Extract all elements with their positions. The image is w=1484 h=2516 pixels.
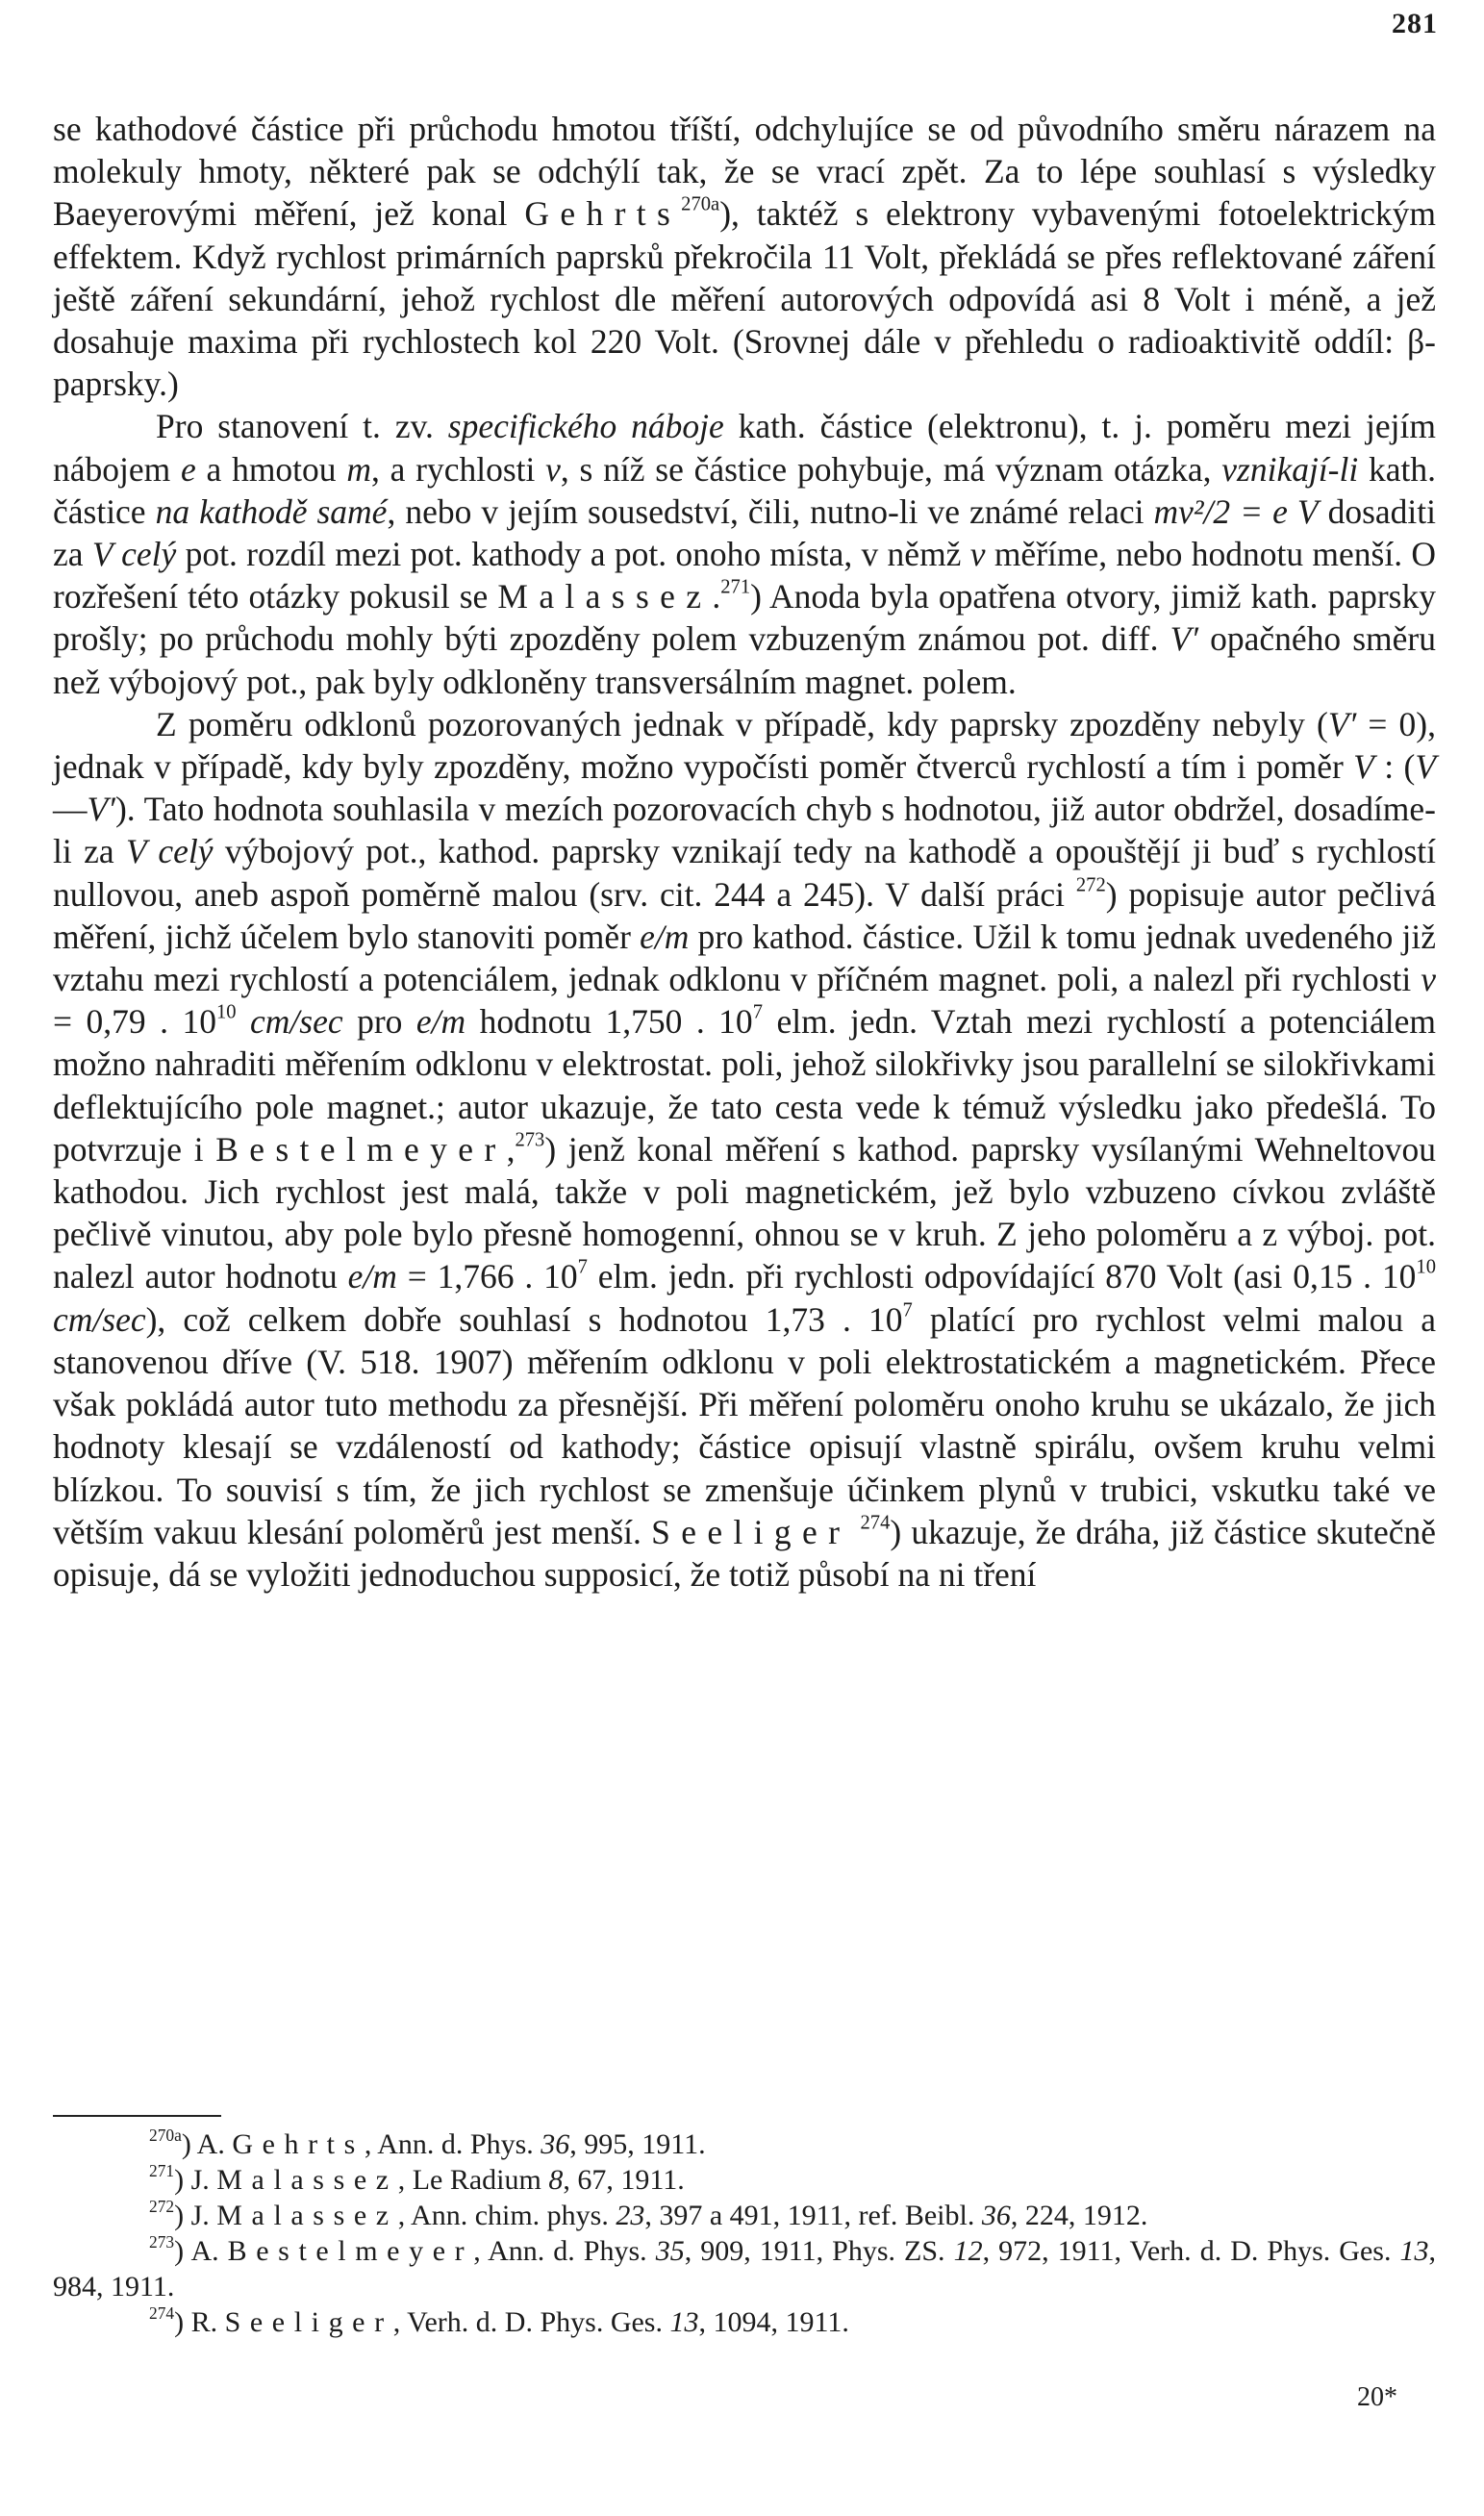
footnote-text: ) A.	[174, 2235, 228, 2267]
paragraph-text: ). Tato hodnota souhlasila v mezích pozorovacích chyb s hodnotou, již autor obdržel, dosadíme-li za	[53, 790, 1436, 871]
author-name: Malassez	[216, 2164, 398, 2196]
reference-number: 273	[149, 2231, 175, 2252]
footnote-text: , 224, 1912.	[1010, 2200, 1148, 2231]
footnote-text: ) J.	[174, 2200, 217, 2231]
reference-number: 272	[1075, 874, 1106, 896]
author-name: Seeliger	[651, 1512, 851, 1551]
paragraph-text: ,	[506, 1129, 516, 1169]
paragraph	[53, 108, 1436, 405]
reference-number: 271	[149, 2160, 175, 2180]
footnote-text: , Ann. chim. phys.	[397, 2200, 616, 2231]
paragraph-text: ), taktéž s elektrony vybavenými fotoelektrickým effektem. Když rychlost primárních paprsků překročila 11 Volt, překládá se přes reflektované záření ještě záření sekundární, jehož rychlost dle měření autorových odpovídá asi 8 Volt i méně, a jež dosahuje maxima při rychlostech kol 220 Volt. (Srovnej dále v přehledu o radioaktivitě oddíl: β-paprsky.)	[53, 194, 1436, 404]
paragraph-text: kath. částice (elektronu), t. j. poměru mezi jejím nábojem	[53, 407, 1436, 489]
reference-number: 271	[720, 576, 751, 598]
reference-number: 270a	[149, 2125, 182, 2145]
footnote-text: , Ann. d. Phys.	[364, 2128, 541, 2160]
italic-text: 13	[669, 2306, 699, 2338]
paragraph-text: pro	[342, 1002, 416, 1042]
paragraph-text: a hmotou	[195, 449, 347, 489]
italic-text: 36	[541, 2128, 570, 2160]
italic-text: 12	[953, 2235, 983, 2267]
author-name: Gehrts	[524, 194, 682, 234]
reference-number: 274	[149, 2302, 175, 2323]
paragraph-text: dosaditi za	[53, 491, 1436, 574]
paragraph-text: ) Anoda byla opatřena otvory, jimiž kath. paprsky prošly; po průchodu mohly býti zpozděny polem vzbuzeným známou pot. diff.	[53, 577, 1436, 659]
paragraph-text: = 1,766 . 10	[396, 1257, 578, 1296]
reference-number: 7	[577, 1257, 588, 1279]
author-name: Malassez	[497, 577, 713, 616]
paragraph-text: ) ukazuje, že dráha, již částice skutečně opisuje, dá se vyložiti jednoduchou supposicí, že totiž působí na ni tření	[53, 1512, 1436, 1594]
italic-text: v	[969, 535, 986, 574]
reference-number: 10	[215, 1001, 237, 1023]
paragraph-text: ), což celkem dobře souhlasí s hodnotou 1,73 . 10	[145, 1299, 903, 1339]
author-name: Seeliger	[224, 2306, 393, 2338]
paragraph-text: pro kathod. částice. Užil k tomu jednak uvedeného již vztahu mezi rychlostí a potenciálem, jednak odklonu v příčném magnet. poli, a nalezl při rychlosti	[53, 917, 1437, 999]
italic-text: 13	[1399, 2235, 1429, 2267]
italic-text: mv²/2 = e V	[1153, 491, 1319, 531]
italic-text: cm/sec	[53, 1299, 146, 1339]
paragraph-text: opačného směru než výbojový pot., pak byly odkloněny transversálním magnet. polem.	[53, 619, 1436, 701]
paragraph-text: ) jenž konal měření s kathod. paprsky vysílanými Wehneltovou kathodou. Jich rychlost jest malá, takže v poli magnetickém, jež bylo vzbuzeno cívkou zvláště pečlivě vinutou, aby pole bylo přesně homogenní, ohnou se v kruh. Z jeho poloměru a z výboj. pot. nalezl autor hodnotu	[53, 1129, 1436, 1296]
reference-number: 7	[752, 1001, 763, 1023]
footnote-text: , Ann. d. Phys.	[473, 2235, 656, 2267]
reference-number: 274	[860, 1512, 891, 1534]
paragraph-text: platící pro rychlost velmi malou a stanovenou dříve (V. 518. 1907) měřením odklonu v poli elektrostatickém a magnetickém. Přece však pokládá autor tuto methodu za přesnější. Při měření poloměru onoho kruhu se ukázalo, že jich hodnoty klesají se vzdáleností od kathody; částice opisují vlastně spirálu, ovšem kruhu velmi blízkou. To souvisí s tím, že jich rychlost se zmenšuje účinkem plynů v trubici, vskutku také ve větším vakuu klesání poloměrů jest menší.	[53, 1299, 1437, 1551]
paragraph-text: měříme, nebo hodnotu menší. O rozřešení této otázky pokusil se	[53, 535, 1437, 616]
footnote	[53, 2233, 1436, 2304]
italic-text: 35	[655, 2235, 685, 2267]
italic-text: e/m	[640, 917, 690, 956]
footnote-text: ) J.	[174, 2164, 217, 2196]
italic-text: V celý	[125, 832, 214, 871]
footnote-text: , 1094, 1911.	[698, 2306, 849, 2338]
reference-number: 7	[902, 1299, 913, 1321]
paragraph-text: ) popisuje autor pečlivá měření, jichž účelem bylo stanoviti poměr	[53, 874, 1436, 956]
paragraph-text: Z poměru odklonů pozorovaných jednak v případě, kdy paprsky zpozděny nebyly (	[156, 704, 1328, 743]
paragraph-text: se kathodové částice při průchodu hmotou tříští, odchylujíce se od původního směru nárazem na molekuly hmoty, některé pak se odchýlí tak, že se vrací zpět. Za to lépe souhlasí s výsledky Baeyerovými měření, jež konal	[53, 110, 1436, 234]
italic-text: 8	[548, 2164, 564, 2196]
italic-text: m	[346, 449, 371, 489]
paragraph-text: Pro stanovení t. zv.	[156, 407, 448, 446]
italic-text: e	[181, 449, 196, 489]
footnote	[53, 2198, 1436, 2233]
italic-text: na kathodě samé	[155, 491, 388, 531]
paragraph-text: —	[53, 790, 88, 829]
paragraph-text: , s níž se částice pohybuje, má význam otázka,	[560, 449, 1222, 489]
italic-text: 36	[981, 2200, 1011, 2231]
paragraph-text: , a rychlosti	[370, 449, 546, 489]
italic-text: V′	[1170, 619, 1199, 659]
author-name: Gehrts	[232, 2128, 365, 2160]
reference-number: 272	[149, 2196, 175, 2216]
italic-text: V′	[1327, 704, 1357, 743]
paragraph-text: elm. jedn. Vztah mezi rychlostí a potenciálem možno nahraditi měřením odklonu v elektrostat. poli, jehož silokřivky jsou parallelní se silokřivkami deflektujícího pole magnet.; autor ukazuje, že tato cesta vede k témuž výsledku jako předešlá. To potvrzuje i	[53, 1002, 1436, 1169]
italic-text: specifického náboje	[447, 407, 724, 446]
italic-text: e/m	[347, 1257, 397, 1296]
footnote-text: , 972, 1911, Verh. d. D. Phys. Ges.	[982, 2235, 1400, 2267]
author-name: Malassez	[216, 2200, 398, 2231]
italic-text: e/m	[415, 1002, 466, 1042]
reference-number: 10	[1416, 1257, 1436, 1279]
paragraph-text: kath. částice	[53, 449, 1436, 531]
italic-text: V celý	[91, 535, 177, 574]
paragraph-text: elm. jedn. při rychlosti odpovídající 870 Volt (asi 0,15 . 10	[587, 1257, 1417, 1296]
italic-text: 23	[616, 2200, 645, 2231]
paragraph-text: výbojový pot., kathod. paprsky vznikají tedy na kathodě a opouštějí ji buď s rychlostí nullovou, aneb aspoň poměrně malou (srv. cit. 244 a 245). V další práci	[53, 832, 1436, 914]
footnote	[53, 2162, 1436, 2198]
italic-text: vznikají-li	[1221, 449, 1359, 489]
italic-text: v	[1421, 960, 1436, 999]
italic-text: cm/sec	[250, 1002, 343, 1042]
paragraph	[53, 405, 1436, 702]
paragraph-text	[850, 1513, 860, 1551]
paragraph-text: pot. rozdíl mezi pot. kathody a pot. onoho místa, v němž	[176, 535, 970, 574]
paragraph	[53, 703, 1436, 1596]
reference-number: 270a	[681, 193, 720, 215]
paragraph-text: = 0,79 . 10	[53, 1002, 216, 1042]
italic-text: V	[1415, 747, 1436, 787]
paragraph-text: , nebo v jejím sousedství, čili, nutno-li ve známé relaci	[387, 491, 1154, 531]
footnote-text: , 67, 1911.	[563, 2164, 685, 2196]
italic-text: V′	[87, 790, 115, 829]
paragraph-text: .	[712, 577, 721, 616]
italic-text: v	[545, 449, 561, 489]
footnote-text: ) R.	[174, 2306, 225, 2338]
reference-number: 273	[515, 1129, 545, 1151]
page-number: 281	[1392, 8, 1438, 39]
main-text	[53, 108, 1436, 1596]
footnote-text: ) A.	[181, 2128, 233, 2160]
paragraph-text: : (	[1373, 747, 1416, 787]
paragraph-text: = 0), jednak v případě, kdy byly zpozděny, možno vypočísti poměr čtverců rychlostí a tím i poměr	[53, 704, 1437, 787]
signature-mark: 20*	[1357, 2382, 1397, 2412]
footnote-divider	[53, 2115, 221, 2117]
footnotes	[53, 2126, 1436, 2340]
footnote-text: , 909, 1911, Phys. ZS.	[684, 2235, 954, 2267]
paragraph-text: hodnotu 1,750 . 10	[465, 1002, 753, 1042]
footnote-text: , Le Radium	[397, 2164, 549, 2196]
author-name: Bestelmeyer	[215, 1129, 507, 1169]
footnote-text: , 984, 1911.	[53, 2235, 1436, 2302]
author-name: Bestelmeyer	[227, 2235, 474, 2267]
italic-text: V	[1353, 747, 1374, 787]
footnote	[53, 2304, 1436, 2340]
footnote-text: , 397 a 491, 1911, ref. Beibl.	[644, 2200, 982, 2231]
paragraph-text	[237, 1002, 250, 1041]
footnote-text: , 995, 1911.	[569, 2128, 706, 2160]
footnote-text: , Verh. d. D. Phys. Ges.	[392, 2306, 670, 2338]
footnote	[53, 2126, 1436, 2162]
